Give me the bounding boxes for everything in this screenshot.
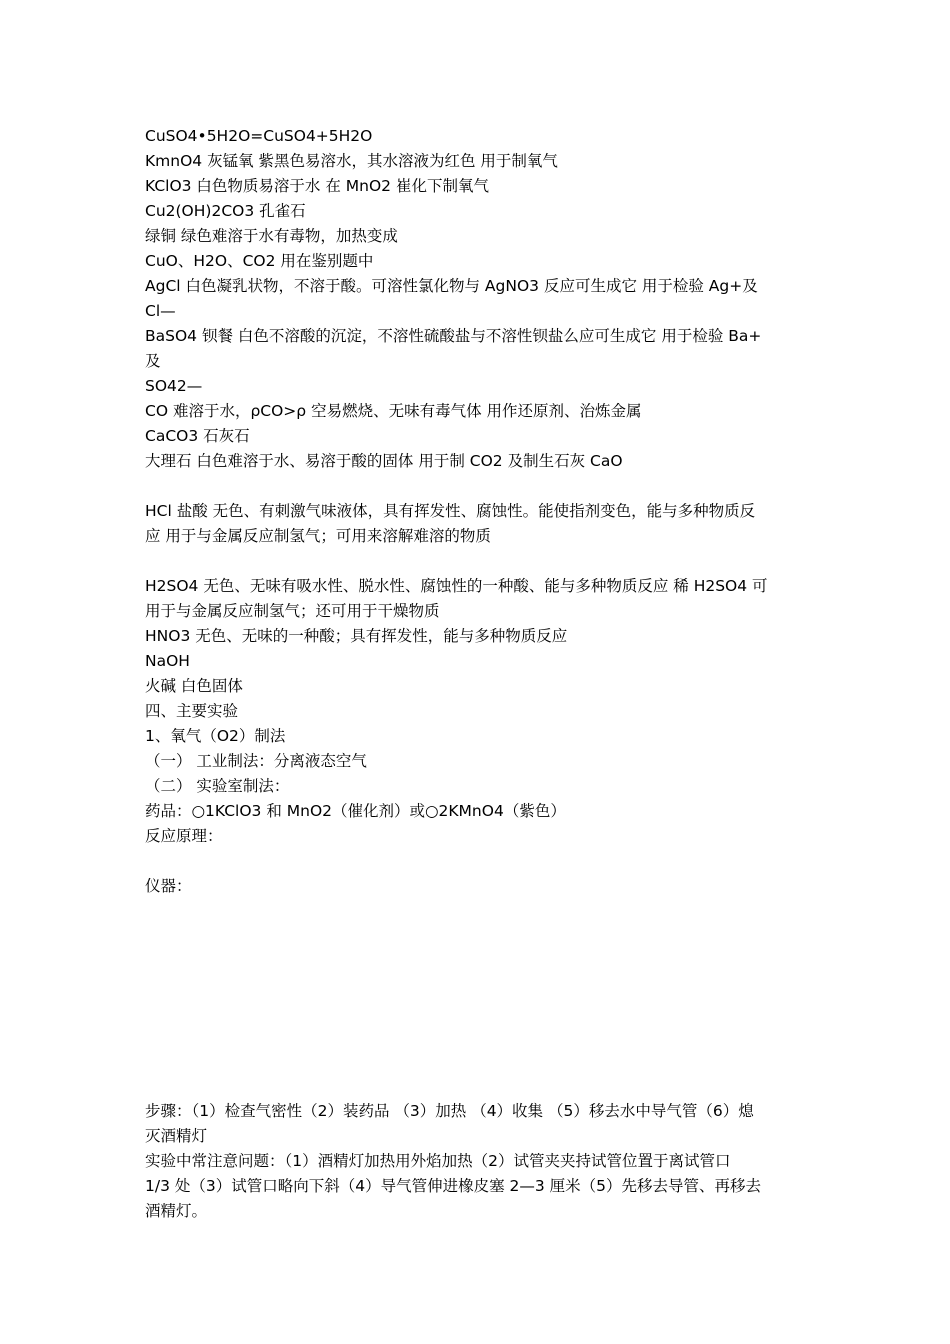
text-line: 药品：○1KClO3 和 MnO2（催化剂）或○2KMnO4（紫色） bbox=[145, 802, 566, 820]
blank-line bbox=[145, 549, 810, 574]
text-line: 实验中常注意问题：（1）酒精灯加热用外焰加热（2）试管夹夹持试管位置于离试管口 bbox=[145, 1152, 731, 1170]
blank-line bbox=[145, 474, 810, 499]
document-page bbox=[145, 124, 810, 1224]
text-line: 酒精灯。 bbox=[145, 1202, 208, 1220]
text-line: KmnO4 灰锰氧 紫黑色易溶水，其水溶液为红色 用于制氧气 bbox=[145, 152, 558, 170]
text-line: 反应原理： bbox=[145, 827, 223, 845]
text-line: CO 难溶于水，ρCO>ρ 空易燃烧、无味有毒气体 用作还原剂、治炼金属 bbox=[145, 402, 642, 420]
text-line: CuSO4•5H2O=CuSO4+5H2O bbox=[145, 127, 373, 145]
text-line: H2SO4 无色、无味有吸水性、脱水性、腐蚀性的一种酸、能与多种物质反应 稀 H2SO4 可 bbox=[145, 577, 768, 595]
text-line: HCl 盐酸 无色、有刺激气味液体，具有挥发性、腐蚀性。能使指剂变色，能与多种物质反 bbox=[145, 502, 756, 520]
text-line: 步骤：（1）检查气密性（2）装药品 （3）加热 （4）收集 （5）移去水中导气管（6）熄 bbox=[145, 1102, 754, 1120]
text-block-a bbox=[145, 124, 810, 474]
text-line: 灭酒精灯 bbox=[145, 1127, 208, 1145]
text-line: 大理石 白色难溶于水、易溶于酸的固体 用于制 CO2 及制生石灰 CaO bbox=[145, 452, 623, 470]
text-line: （二） 实验室制法： bbox=[145, 777, 290, 795]
text-line: 火碱 白色固体 bbox=[145, 677, 243, 695]
blank-line bbox=[145, 849, 810, 874]
text-line: NaOH bbox=[145, 652, 190, 670]
instrument-figure-area bbox=[145, 899, 810, 1099]
text-line: 用于与金属反应制氢气；还可用于干燥物质 bbox=[145, 602, 440, 620]
text-line: 应 用于与金属反应制氢气；可用来溶解难溶的物质 bbox=[145, 527, 491, 545]
text-line: HNO3 无色、无味的一种酸；具有挥发性，能与多种物质反应 bbox=[145, 627, 568, 645]
text-line: BaSO4 钡餐 白色不溶酸的沉淀，不溶性硫酸盐与不溶性钡盐么应可生成它 用于检验 Ba+ bbox=[145, 327, 762, 345]
text-line: 及 bbox=[145, 352, 161, 370]
text-line: 1/3 处（3）试管口略向下斜（4）导气管伸进橡皮塞 2—3 厘米（5）先移去导管、再移去 bbox=[145, 1177, 762, 1195]
text-line: Cu2(OH)2CO3 孔雀石 bbox=[145, 202, 306, 220]
text-line: （一） 工业制法：分离液态空气 bbox=[145, 752, 367, 770]
text-line: SO42— bbox=[145, 377, 203, 395]
text-line: AgCl 白色凝乳状物，不溶于酸。可溶性氯化物与 AgNO3 反应可生成它 用于检验 Ag+及 bbox=[145, 277, 758, 295]
text-line: KClO3 白色物质易溶于水 在 MnO2 崔化下制氧气 bbox=[145, 177, 489, 195]
instrument-label: 仪器： bbox=[145, 877, 192, 895]
text-line: CuO、H2O、CO2 用在鉴别题中 bbox=[145, 252, 374, 270]
text-line: CaCO3 石灰石 bbox=[145, 427, 250, 445]
subsection-heading: 1、氧气（O2）制法 bbox=[145, 727, 286, 745]
section-heading: 四、主要实验 bbox=[145, 702, 239, 720]
text-line: 绿铜 绿色难溶于水有毒物，加热变成 bbox=[145, 227, 398, 245]
hcl-paragraph bbox=[145, 499, 810, 549]
steps-block bbox=[145, 1099, 810, 1224]
text-block-b bbox=[145, 574, 810, 849]
text-line: Cl— bbox=[145, 302, 176, 320]
